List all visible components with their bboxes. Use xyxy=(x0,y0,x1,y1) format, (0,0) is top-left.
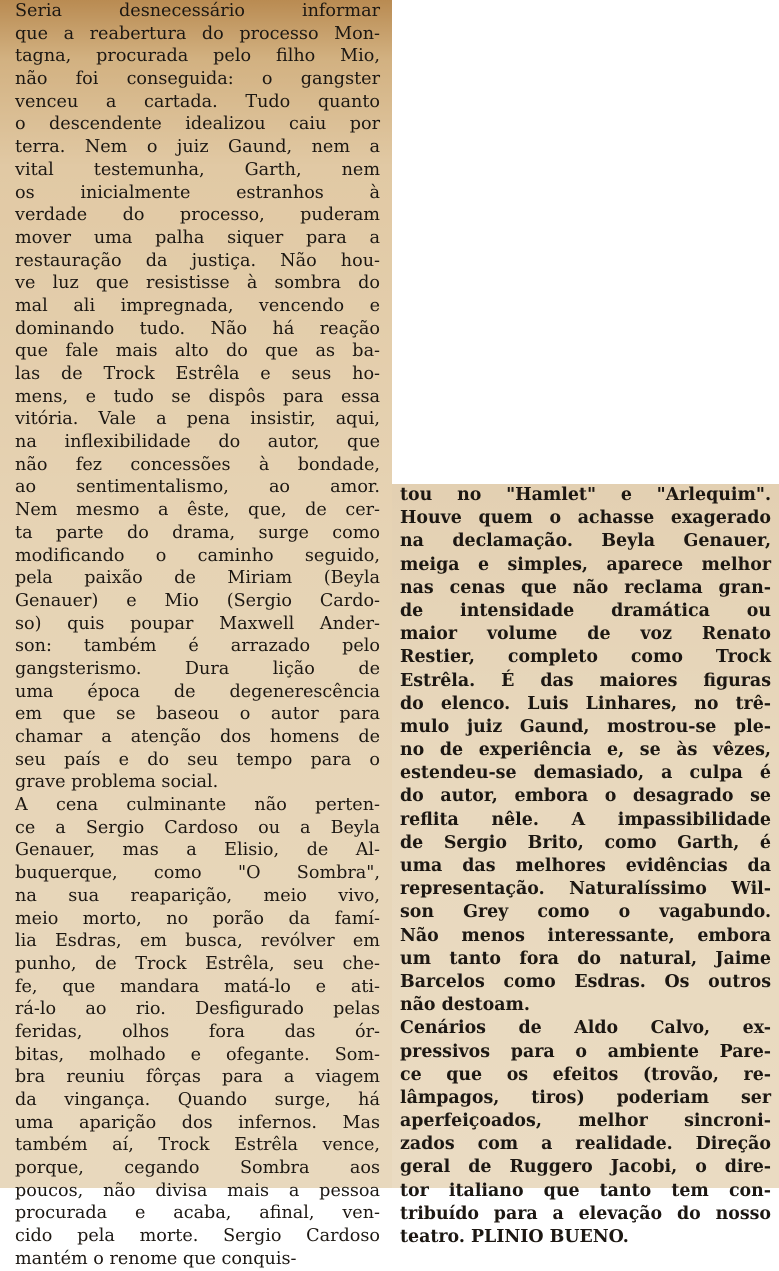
article-text-line: buquerque, como "O Sombra", xyxy=(15,863,380,884)
article-text-line: A cena culminante não perten- xyxy=(15,795,380,816)
article-text-line: uma aparição dos infernos. Mas xyxy=(15,1112,380,1133)
newspaper-clipping-right-column xyxy=(392,484,779,1247)
article-text-line: um tanto fora do natural, Jaime xyxy=(400,948,771,969)
article-text-line: venceu a cartada. Tudo quanto xyxy=(15,91,380,112)
article-text-line: ce que os efeitos (trovão, re- xyxy=(400,1064,771,1085)
article-text-line: na declamação. Beyla Genauer, xyxy=(400,531,771,552)
article-text-line: tagna, procurada pelo filho Mio, xyxy=(15,46,380,67)
article-text-line: poucos, não divisa mais a pessoa xyxy=(15,1180,380,1201)
article-text-line: também aí, Trock Estrêla vence, xyxy=(15,1135,380,1156)
article-text-line: Restier, completo como Trock xyxy=(400,647,771,668)
article-text-line: da vingança. Quando surge, há xyxy=(15,1090,380,1110)
article-text-line: porque, cegando Sombra aos xyxy=(15,1158,380,1179)
article-text-line: de intensidade dramática ou xyxy=(400,600,771,621)
article-text-line: vitória. Vale a pena insistir, aqui, xyxy=(15,409,380,430)
article-text-line: terra. Nem o juiz Gaund, nem a xyxy=(15,137,380,158)
article-text-line: Genauer, mas a Elisio, de Al- xyxy=(15,840,380,861)
article-text-line: Cenários de Aldo Calvo, ex- xyxy=(400,1018,771,1039)
article-text-line: de Sergio Brito, como Garth, é xyxy=(400,832,771,853)
article-text-line: geral de Ruggero Jacobi, o dire- xyxy=(400,1157,771,1178)
article-text-line: dominando tudo. Não há reação xyxy=(15,318,380,339)
article-text-line: so) quis poupar Maxwell Ander- xyxy=(15,613,380,634)
article-text-line: tou no "Hamlet" e "Arlequim". xyxy=(400,485,771,505)
article-text-line: zados com a realidade. Direção xyxy=(400,1134,771,1155)
article-text-line: gangsterismo. Dura lição de xyxy=(15,658,380,679)
article-text-line: representação. Naturalíssimo Wil- xyxy=(400,879,771,900)
article-text-line: estendeu-se demasiado, a culpa é xyxy=(400,763,771,784)
article-text-line: mens, e tudo se dispôs para essa xyxy=(15,386,380,407)
article-text-line: maior volume de voz Renato xyxy=(400,624,771,645)
article-text-line: Estrêla. É das maiores figuras xyxy=(400,670,771,691)
article-text-line: em que se baseou o autor para xyxy=(15,704,380,725)
article-text-line: Barcelos como Esdras. Os outros xyxy=(400,971,771,992)
article-text-line: chamar a atenção dos homens de xyxy=(15,727,380,747)
article-text-line: aperfeiçoados, melhor sincroni- xyxy=(400,1111,771,1132)
article-text-line: na sua reaparição, meio vivo, xyxy=(15,885,380,906)
article-text-line: bitas, molhado e ofegante. Som- xyxy=(15,1044,380,1065)
article-text-line: Não menos interessante, embora xyxy=(400,925,771,946)
article-text-line: o descendente idealizou caiu por xyxy=(15,114,380,135)
article-text-line: procurada e acaba, afinal, ven- xyxy=(15,1203,380,1224)
article-text-line: lia Esdras, em busca, revólver em xyxy=(15,931,380,952)
article-text-line: bra reuniu fôrças para a viagem xyxy=(15,1067,380,1088)
article-text-line: Genauer) e Mio (Sergio Cardo- xyxy=(15,590,380,611)
article-text-line: do elenco. Luis Linhares, no trê- xyxy=(400,693,771,714)
article-text-line: na inflexibilidade do autor, que xyxy=(15,432,380,453)
article-text-line: fe, que mandara matá-lo e ati- xyxy=(15,976,380,997)
article-text-line: reflita nêle. A impassibilidade xyxy=(400,809,771,830)
article-text-line: son Grey como o vagabundo. xyxy=(400,902,771,923)
article-text-line: pressivos para o ambiente Pare- xyxy=(400,1041,771,1062)
article-text-line: son: também é arrazado pelo xyxy=(15,636,380,657)
article-text-line: os inicialmente estranhos à xyxy=(15,182,380,203)
article-text-line: no de experiência e, se às vêzes, xyxy=(400,740,771,761)
article-text-line: ve luz que resistisse à sombra do xyxy=(15,273,380,294)
article-text-line: las de Trock Estrêla e seus ho- xyxy=(15,364,380,384)
article-text-line: modificando o caminho seguido, xyxy=(15,545,380,566)
article-text-line: meiga e simples, aparece melhor xyxy=(400,554,771,575)
article-text-line: punho, de Trock Estrêla, seu che- xyxy=(15,953,380,974)
article-text-line: feridas, olhos fora das ór- xyxy=(15,1021,380,1042)
article-text-line: mal ali impregnada, vencendo e xyxy=(15,295,380,316)
article-text-line: Seria desnecessário informar xyxy=(15,1,380,21)
article-text-line: verdade do processo, puderam xyxy=(15,205,380,226)
article-text-line: restauração da justiça. Não hou- xyxy=(15,250,380,271)
article-text-line: cido pela morte. Sergio Cardoso xyxy=(15,1226,380,1247)
article-text-line: meio morto, no porão da famí- xyxy=(15,908,380,929)
article-text-line: pela paixão de Miriam (Beyla xyxy=(15,568,380,589)
article-text-line: mantém o renome que conquis- xyxy=(15,1248,297,1269)
article-text-line: tribuído para a elevação do nosso xyxy=(400,1203,771,1224)
article-text-line: do autor, embora o desagrado se xyxy=(400,786,771,807)
article-text-line: mover uma palha siquer para a xyxy=(15,227,380,248)
article-text-line: Houve quem o achasse exagerado xyxy=(400,508,771,529)
article-text-line: seu país e do seu tempo para o xyxy=(15,749,380,770)
article-text-line: não destoam. xyxy=(400,995,530,1016)
article-text-line: não foi conseguida: o gangster xyxy=(15,69,380,90)
article-text-line: teatro. PLINIO BUENO. xyxy=(400,1227,629,1247)
article-text-line: ce a Sergio Cardoso ou a Beyla xyxy=(15,817,380,838)
article-text-line: vital testemunha, Garth, nem xyxy=(15,159,380,180)
article-text-line: tor italiano que tanto tem con- xyxy=(400,1180,771,1201)
article-text-line: que fale mais alto do que as ba- xyxy=(15,341,380,362)
article-text-line: mulo juiz Gaund, mostrou-se ple- xyxy=(400,716,771,737)
article-right-column xyxy=(392,484,779,1249)
article-text-line: uma das melhores evidências da xyxy=(400,856,771,876)
article-text-line: Nem mesmo a êste, que, de cer- xyxy=(15,500,380,521)
article-text-line: que a reabertura do processo Mon- xyxy=(15,23,380,44)
article-text-line: ta parte do drama, surge como xyxy=(15,522,380,543)
article-text-line: nas cenas que não reclama gran- xyxy=(400,577,771,598)
article-text-line: uma época de degenerescência xyxy=(15,681,380,702)
article-text-line: rá-lo ao rio. Desfigurado pelas xyxy=(15,999,380,1020)
article-text-line: ao sentimentalismo, ao amor. xyxy=(15,477,380,498)
article-text-line: não fez concessões à bondade, xyxy=(15,454,380,475)
article-text-line: lâmpagos, tiros) poderiam ser xyxy=(400,1087,771,1108)
article-text-line: grave problema social. xyxy=(15,772,219,793)
